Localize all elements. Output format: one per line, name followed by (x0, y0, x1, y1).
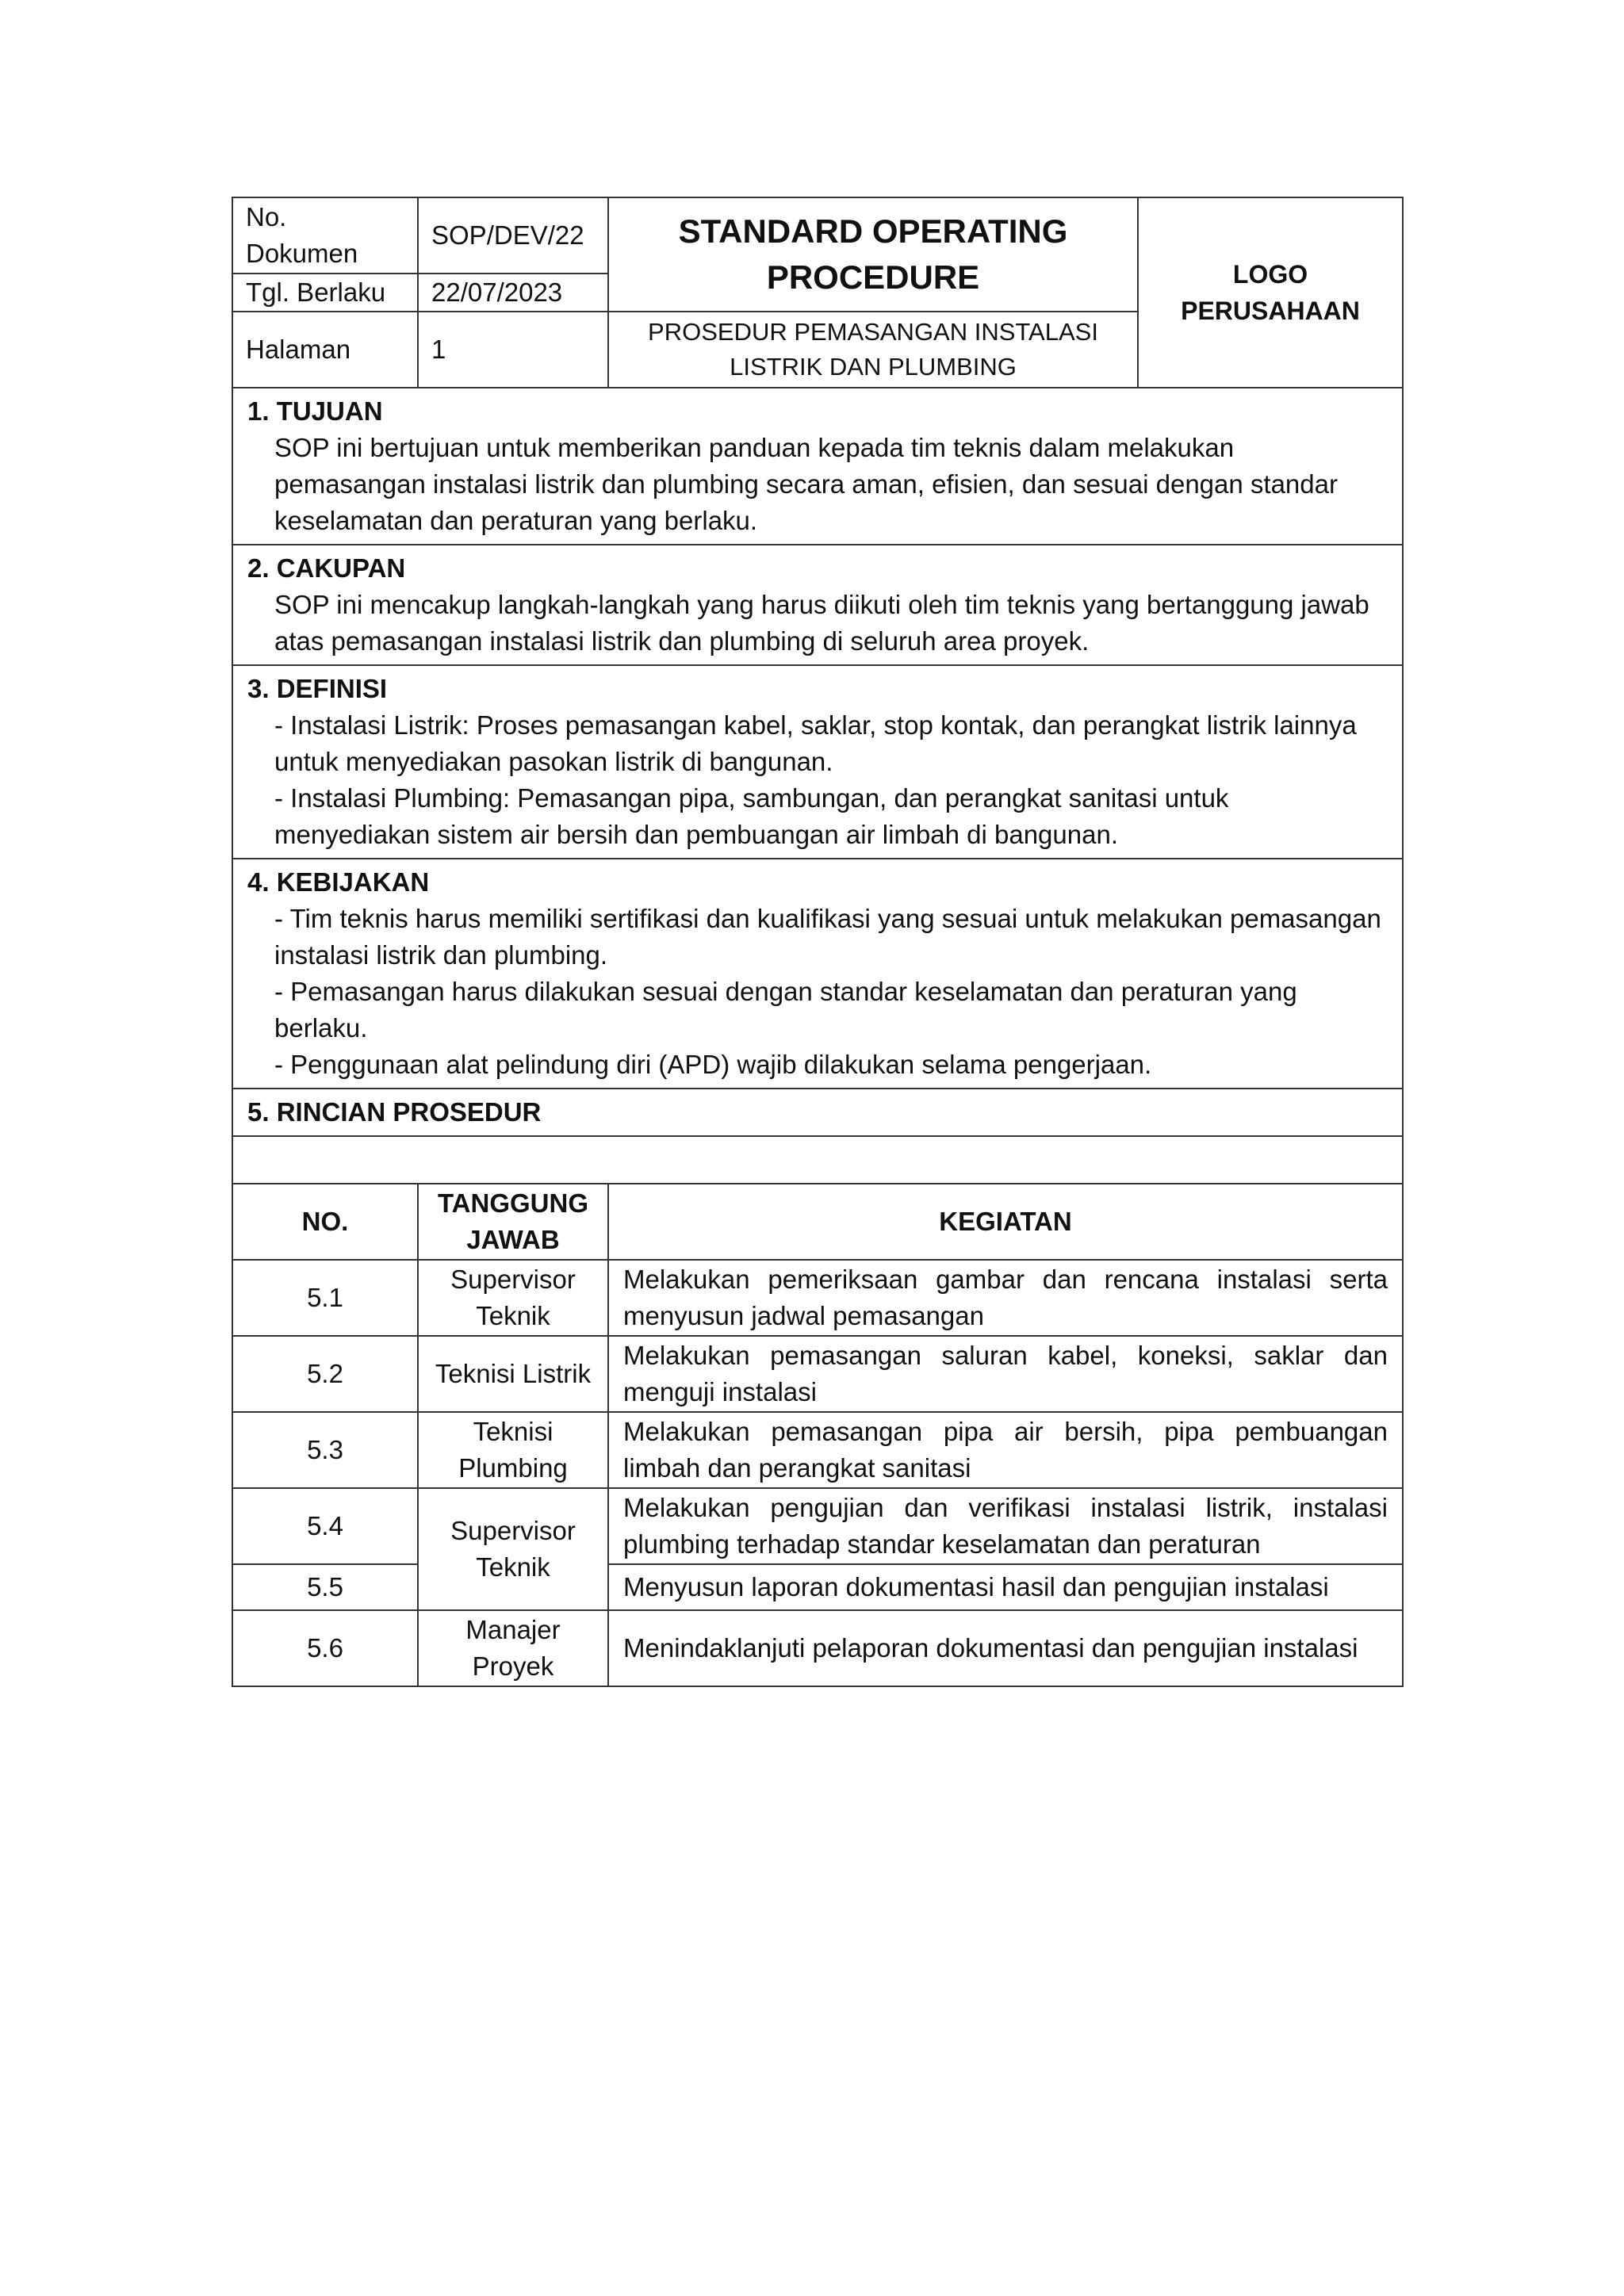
section-heading-definisi: 3. DEFINISI (247, 674, 388, 703)
activity-description: Melakukan pemasangan pipa air bersih, pipa pembuangan limbah dan perangkat sanitasi (608, 1412, 1403, 1488)
effective-date-value: 22/07/2023 (418, 274, 608, 312)
company-logo-placeholder: LOGO PERUSAHAAN (1138, 197, 1403, 388)
step-number: 5.1 (232, 1260, 418, 1336)
step-number: 5.5 (232, 1564, 418, 1610)
step-number: 5.3 (232, 1412, 418, 1488)
activity-description: Melakukan pemeriksaan gambar dan rencana instalasi serta menyusun jadwal pemasangan (608, 1260, 1403, 1336)
step-number: 5.2 (232, 1336, 418, 1412)
column-header-no: NO. (232, 1184, 418, 1260)
document-subtitle: PROSEDUR PEMASANGAN INSTALASI LISTRIK DAN PLUMBING (608, 312, 1138, 388)
section-heading-cakupan: 2. CAKUPAN (247, 553, 406, 583)
sop-document-table (232, 197, 1404, 1687)
document-title: STANDARD OPERATING PROCEDURE (608, 197, 1138, 312)
policy-item: - Pemasangan harus dilakukan sesuai dengan standar keselamatan dan peraturan yang berlaku. (274, 977, 1297, 1043)
table-row (232, 1260, 1403, 1336)
step-number: 5.6 (232, 1610, 418, 1686)
table-row (232, 1488, 1403, 1564)
section-cakupan (232, 545, 1403, 665)
section-tujuan (232, 388, 1403, 545)
section-kebijakan (232, 859, 1403, 1089)
responsible-party: Manajer Proyek (418, 1610, 608, 1686)
policy-item: - Tim teknis harus memiliki sertifikasi dan kualifikasi yang sesuai untuk melakukan pemasangan instalasi listrik dan plumbing. (274, 904, 1381, 970)
page-value: 1 (418, 312, 608, 388)
blank-cell (232, 1136, 1403, 1184)
header-row-doc-no (232, 197, 1403, 274)
section-heading-kebijakan: 4. KEBIJAKAN (247, 867, 430, 897)
procedure-header-row (232, 1184, 1403, 1260)
activity-description: Menindaklanjuti pelaporan dokumentasi dan pengujian instalasi (608, 1610, 1403, 1686)
policy-item: - Penggunaan alat pelindung diri (APD) wajib dilakukan selama pengerjaan. (274, 1050, 1152, 1079)
section-body-definisi (247, 707, 1389, 853)
responsible-party: Supervisor Teknik (418, 1488, 608, 1610)
activity-description: Melakukan pengujian dan verifikasi instalasi listrik, instalasi plumbing terhadap standar keselamatan dan peraturan (608, 1488, 1403, 1564)
responsible-party: Teknisi Listrik (418, 1336, 608, 1412)
responsible-party: Supervisor Teknik (418, 1260, 608, 1336)
activity-description: Menyusun laporan dokumentasi hasil dan pengujian instalasi (608, 1564, 1403, 1610)
section-body-kebijakan (247, 901, 1389, 1083)
definition-item: - Instalasi Plumbing: Pemasangan pipa, sambungan, dan perangkat sanitasi untuk menyediakan sistem air bersih dan pembuangan air limbah di bangunan. (274, 783, 1229, 849)
activity-description: Melakukan pemasangan saluran kabel, koneksi, saklar dan menguji instalasi (608, 1336, 1403, 1412)
section-text-tujuan: SOP ini bertujuan untuk memberikan panduan kepada tim teknis dalam melakukan pemasangan instalasi listrik dan plumbing secara aman, efisien, dan sesuai dengan standar keselamatan dan peraturan yang berlaku. (274, 433, 1338, 535)
section-rincian (232, 1089, 1403, 1136)
doc-no-value: SOP/DEV/22 (418, 197, 608, 274)
definition-item: - Instalasi Listrik: Proses pemasangan kabel, saklar, stop kontak, dan perangkat listrik lainnya untuk menyediakan pasokan listrik di bangunan. (274, 710, 1357, 776)
column-header-responsible: TANGGUNG JAWAB (418, 1184, 608, 1260)
table-row (232, 1610, 1403, 1686)
doc-no-label: No. Dokumen (232, 197, 418, 274)
blank-spacer-row (232, 1136, 1403, 1184)
table-row (232, 1564, 1403, 1610)
effective-date-label: Tgl. Berlaku (232, 274, 418, 312)
responsible-party: Teknisi Plumbing (418, 1412, 608, 1488)
page-label: Halaman (232, 312, 418, 388)
table-row (232, 1412, 1403, 1488)
column-header-activity: KEGIATAN (608, 1184, 1403, 1260)
section-heading-rincian: 5. RINCIAN PROSEDUR (247, 1097, 542, 1127)
section-definisi (232, 665, 1403, 859)
step-number: 5.4 (232, 1488, 418, 1564)
section-text-cakupan: SOP ini mencakup langkah-langkah yang harus diikuti oleh tim teknis yang bertanggung jawab atas pemasangan instalasi listrik dan plumbing di seluruh area proyek. (274, 590, 1369, 656)
section-heading-tujuan: 1. TUJUAN (247, 396, 383, 426)
table-row (232, 1336, 1403, 1412)
